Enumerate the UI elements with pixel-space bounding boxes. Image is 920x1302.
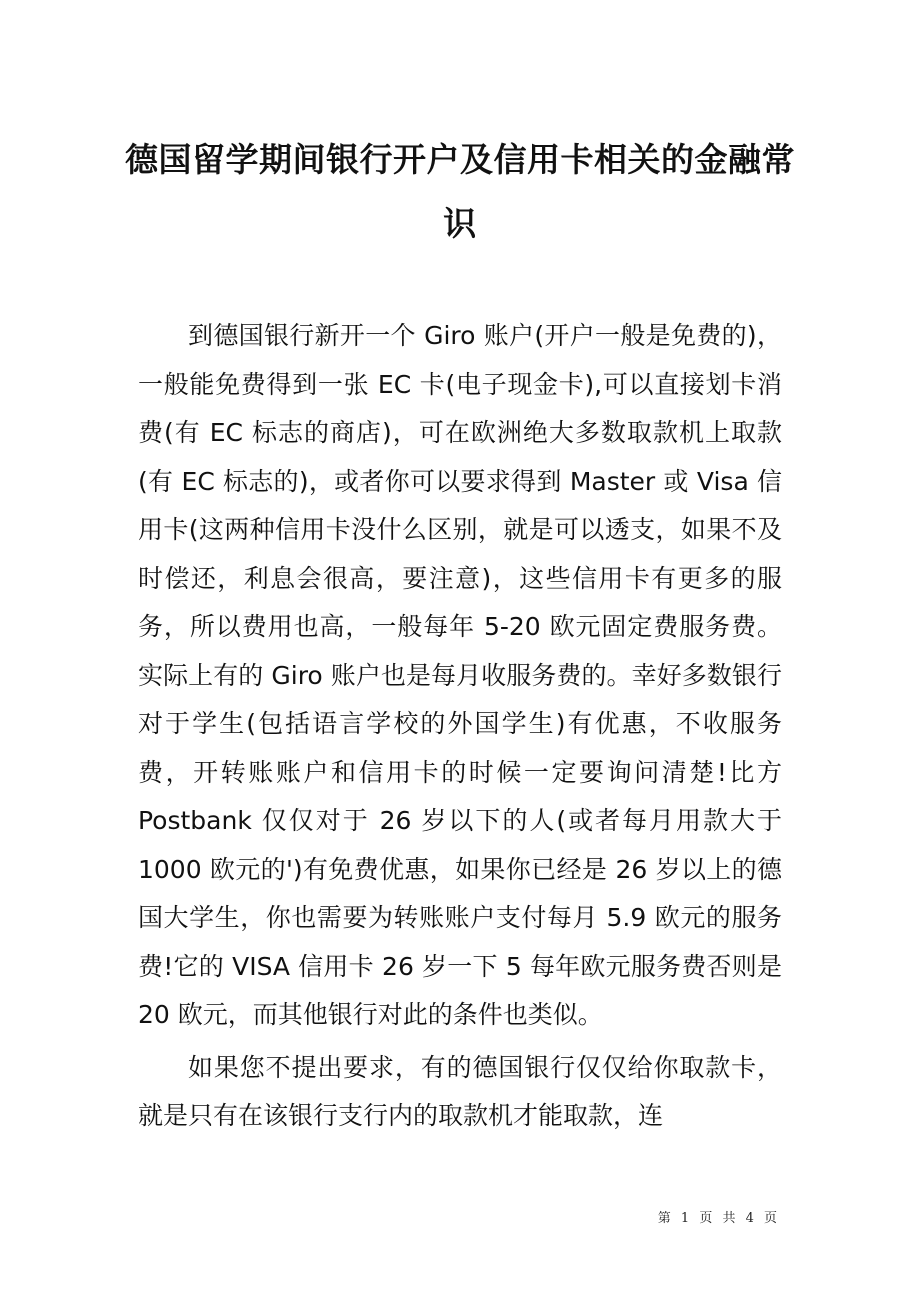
- document-body: [138, 312, 782, 1145]
- paragraph: 到德国银行新开一个 Giro 账户(开户一般是免费的)，一般能免费得到一张 EC 卡(电子现金卡),可以直接划卡消费(有 EC 标志的商店)，可在欧洲绝大多数取款机上取款(有 EC 标志的)，或者你可以要求得到 Master 或 Visa 信用卡(这两种信用卡没什么区别，就是可以透支，如果不及时偿还，利息会很高，要注意)，这些信用卡有更多的服务，所以费用也高，一般每年 5-20 欧元固定费服务费。实际上有的 Giro 账户也是每月收服务费的。幸好多数银行对于学生(包括语言学校的外国学生)有优惠，不收服务费，开转账账户和信用卡的时候一定要询问清楚!比方 Postbank 仅仅对于 26 岁以下的人(或者每月用款大于 1000 欧元的')有免费优惠，如果你已经是 26 岁以上的德国大学生，你也需要为转账账户支付每月 5.9 欧元的服务费!它的 VISA 信用卡 26 岁一下 5 每年欧元服务费否则是 20 欧元，而其他银行对此的条件也类似。: [138, 321, 782, 1029]
- page-number-footer: 第 1 页 共 4 页: [657, 1211, 780, 1226]
- paragraph: 如果您不提出要求，有的德国银行仅仅给你取款卡，就是只有在该银行支行内的取款机才能取款，连: [138, 1052, 782, 1130]
- document-title: 德国留学期间银行开户及信用卡相关的金融常识: [125, 140, 795, 243]
